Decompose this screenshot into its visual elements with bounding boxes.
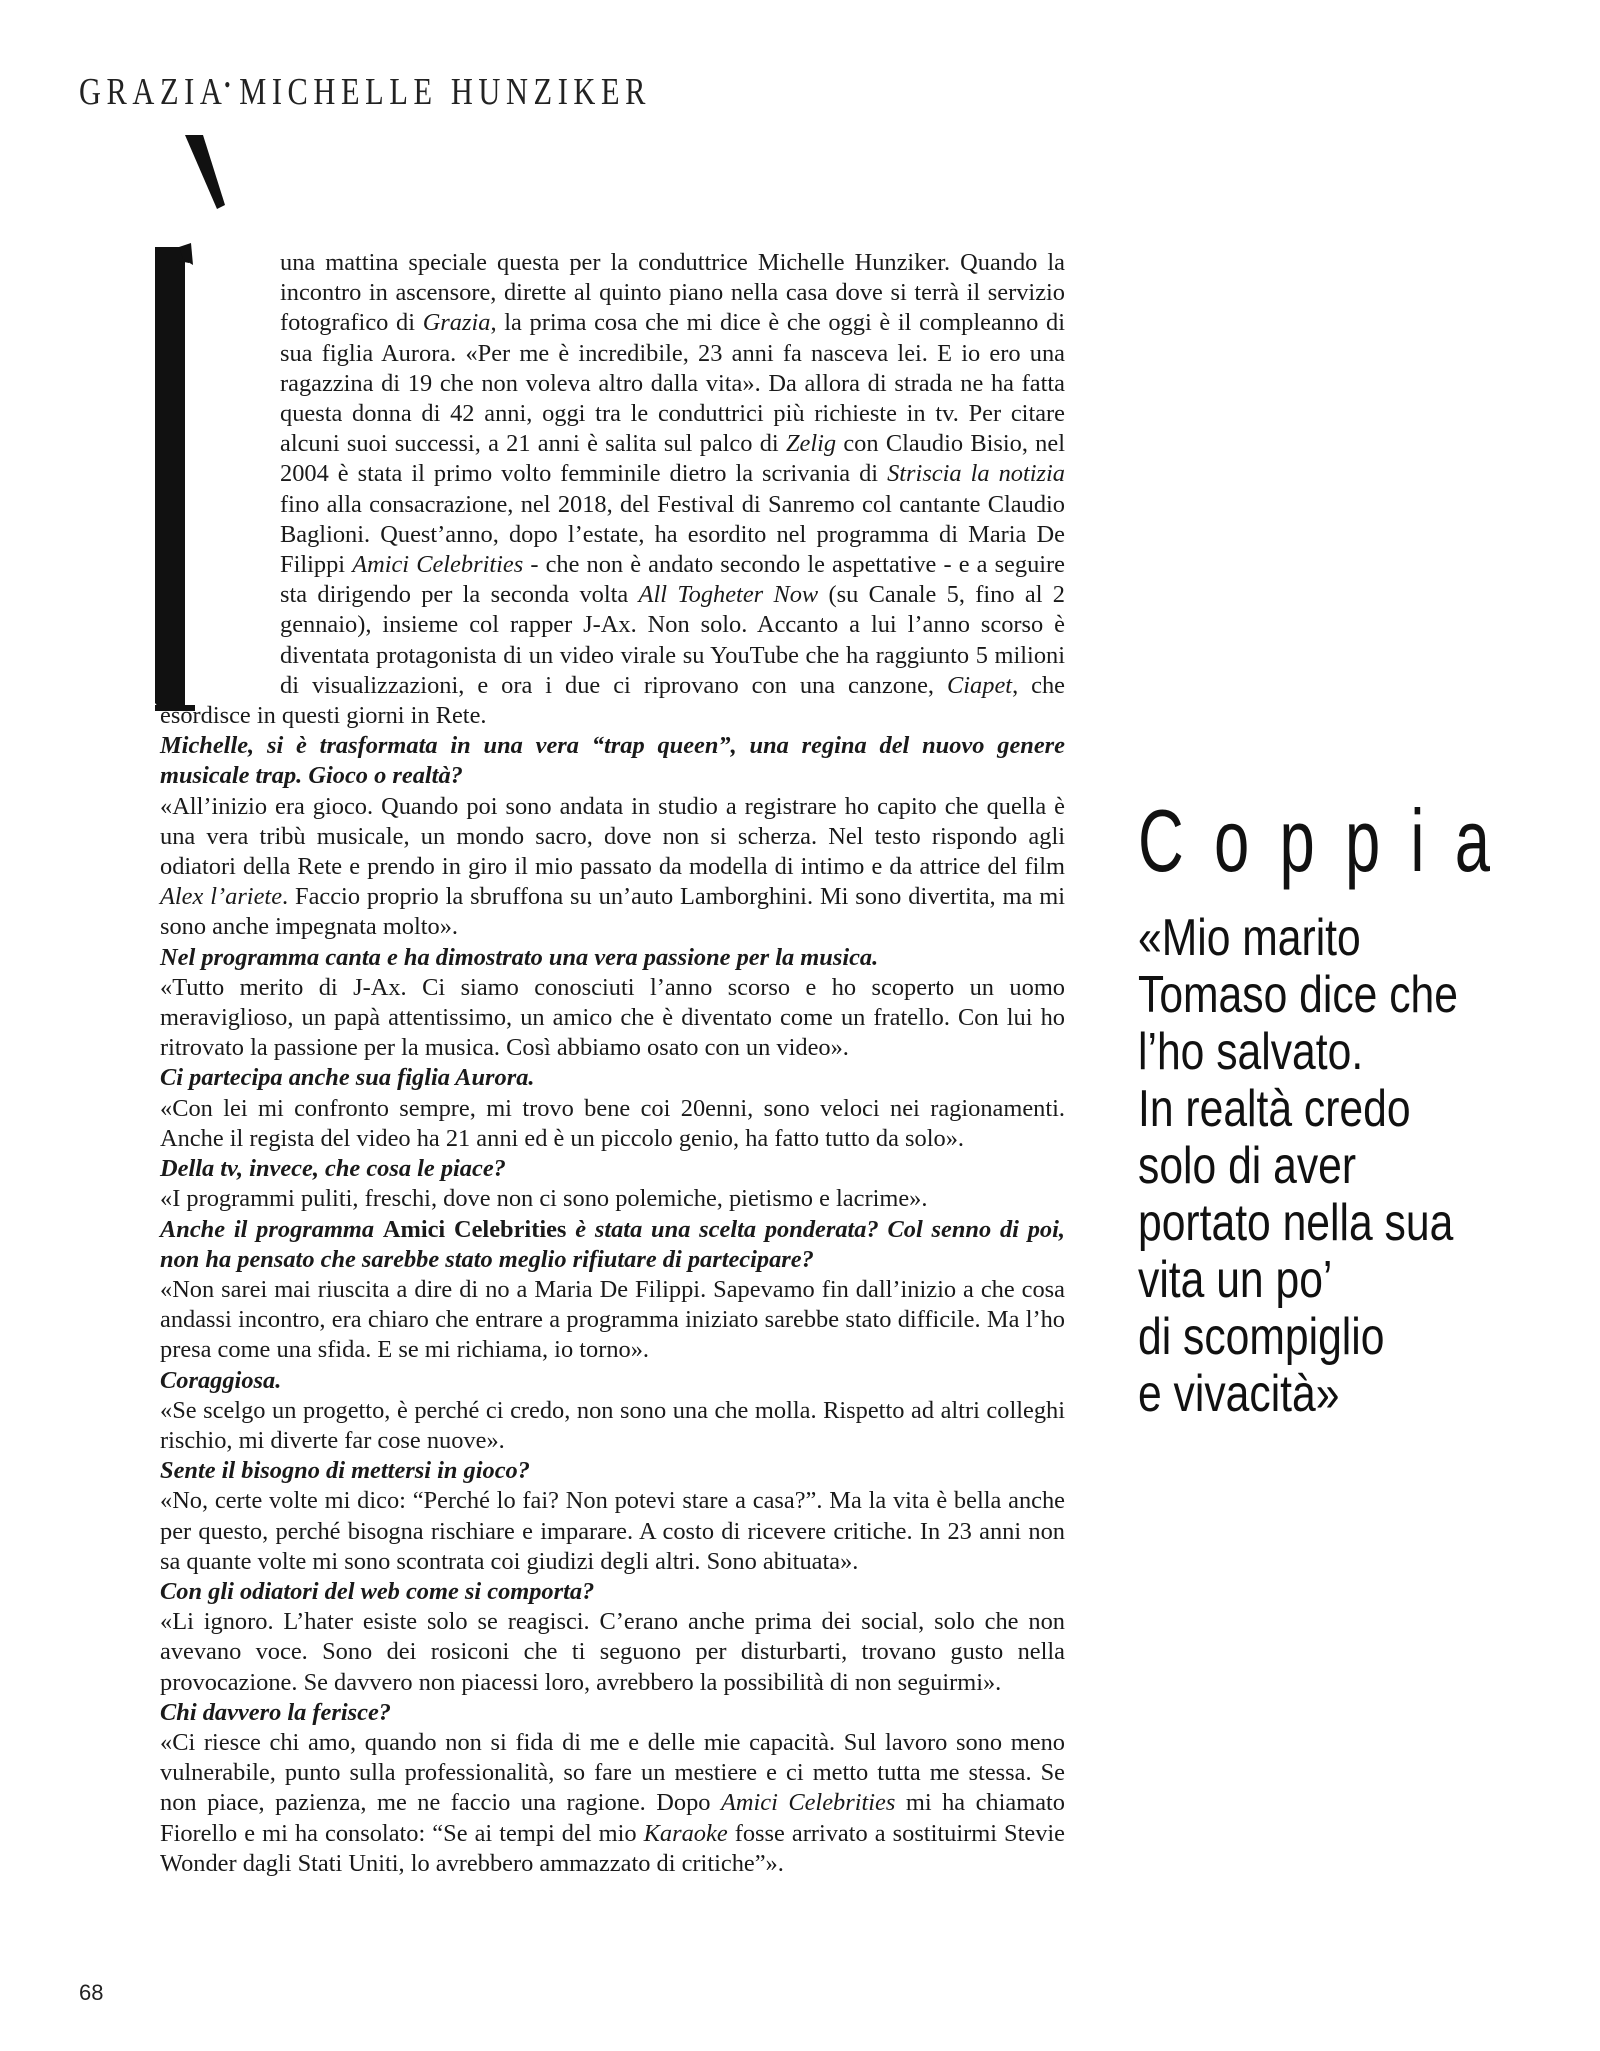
pull-quote-line: In realtà credo (1138, 1080, 1411, 1138)
interview-question-7: Sente il bisogno di mettersi in gioco? (160, 1457, 530, 1485)
intro-em-striscia: Striscia la notizia (887, 460, 1065, 488)
article-body (160, 248, 1065, 1879)
pull-quote-line: di scompiglio (1138, 1308, 1385, 1366)
running-header (79, 70, 651, 114)
interview-question-5 (160, 1215, 1065, 1275)
sidebar-title: Coppia (1138, 791, 1521, 890)
interview-answer-3: «Con lei mi confronto sempre, mi trovo bene coi 20enni, sono veloci nei ragionamenti. Anche il regista del video ha 21 anni ed è un piccolo genio, ha fatto tutto da solo». (160, 1094, 1065, 1152)
question-5-text-2: è stata una scelta ponderata? Col senno di poi, non ha pensato che sarebbe stato meglio rifiutare di partecipare? (160, 1215, 1065, 1273)
interview-answer-5: «Non sarei mai riuscita a dire di no a Maria De Filippi. Sapevamo fin dall’inizio a che cosa andassi incontro, era chiaro che entrare a programma iniziato sarebbe stato difficile. Ma l’ho presa come una sfida. E se mi richiama, io torno». (160, 1275, 1065, 1364)
intro-text-5: - che non è andato secondo le aspettative - e a seguire sta dirigendo per la seconda volta (280, 551, 1065, 609)
interview-answer-8: «Li ignoro. L’hater esiste solo se reagisci. C’erano anche prima dei social, solo che non avevano voce. Sono dei rosiconi che ti seguono per disturbarti, trovano gusto nella provocazione. Se davvero non piacessi loro, avrebbero la possibilità di non seguirmi». (160, 1608, 1065, 1696)
answer-9-em-amici: Amici Celebrities (720, 1789, 896, 1817)
intro-em-ciapet: Ciapet (947, 671, 1013, 699)
interview-answer-4: «I programmi puliti, freschi, dove non ci sono polemiche, pietismo e lacrime». (160, 1185, 928, 1213)
answer-9-em-karaoke: Karaoke (643, 1819, 728, 1847)
answer-1-em: Alex l’ariete (160, 883, 283, 911)
answer-9-text-3: fosse arrivato a sostituirmi Stevie Wonder dagli Stati Uniti, lo avrebbero ammazzato di critiche”». (160, 1819, 1065, 1877)
interview-answer-2: «Tutto merito di J-Ax. Ci siamo conosciuti l’anno scorso e ho scoperto un uomo meraviglioso, un papà attentissimo, un amico che è diventato come un fratello. Con lui ho ritrovato la passione per la musica. Così abbiamo osato con un video». (160, 973, 1065, 1062)
pull-quote-line: e vivacità» (1138, 1365, 1340, 1423)
interview-question-1: Michelle, si è trasformata in una vera “trap queen”, una regina del nuovo genere musicale trap. Gioco o realtà? (160, 732, 1065, 790)
pull-quote-line: portato nella sua (1138, 1194, 1454, 1252)
pull-quote-line: «Mio marito (1138, 909, 1361, 967)
intro-text-4: fino alla consacrazione, nel 2018, del Festival di Sanremo col cantante Claudio Baglioni. Quest’anno, dopo l’estate, ha esordito nel programma di Maria De Filippi (280, 490, 1065, 579)
header-bullet: • (224, 72, 236, 97)
pull-quote-line: solo di aver (1138, 1137, 1357, 1195)
intro-text-7: , che esordisce in questi giorni in Rete. (160, 671, 1065, 730)
interview-question-6: Coraggiosa. (160, 1366, 282, 1394)
intro-paragraph (160, 248, 1065, 731)
drop-cap-accent (185, 135, 225, 209)
interview-answer-9 (160, 1728, 1065, 1879)
intro-em-zelig: Zelig (785, 430, 837, 458)
interview-answer-7: «No, certe volte mi dico: “Perché lo fai? Non potevi stare a casa?”. Ma la vita è bella anche per questo, perché bisogna rischiare e imparare. A costo di ricevere critiche. In 23 anni non sa quante volte mi sono scontrata coi giudizi degli altri. Sono abituata». (160, 1487, 1065, 1575)
magazine-brand: GRAZIA (79, 71, 228, 113)
pull-quote-line: vita un po’ (1138, 1251, 1333, 1309)
pull-quote-line: l’ho salvato. (1138, 1023, 1364, 1081)
interview-question-3: Ci partecipa anche sua figlia Aurora. (160, 1064, 535, 1092)
answer-9-text-2: mi ha chiamato Fiorello e mi ha consolato: “Se ai tempi del mio (160, 1789, 1065, 1847)
pull-quote-line: Tomaso dice che (1138, 966, 1458, 1024)
answer-1-text-1: «All’inizio era gioco. Quando poi sono andata in studio a registrare ho capito che quella è una vera tribù musicale, un mondo sacro, dove non si scherza. Nel testo rispondo agli odiatori della Rete e prendo in giro il mio passato da modella di intimo e da attrice del film (160, 792, 1065, 881)
interview-answer-1 (160, 792, 1065, 943)
intro-em-amici: Amici Celebrities (352, 551, 524, 579)
answer-1-text-2: . Faccio proprio la sbruffona su un’auto Lamborghini. Mi sono divertita, ma mi sono anche impegnata molto». (160, 883, 1065, 941)
interview-answer-6: «Se scelgo un progetto, è perché ci credo, non sono una che molla. Rispetto ad altri colleghi rischio, mi diverte far cose nuove». (160, 1396, 1065, 1454)
intro-text-3: con Claudio Bisio, nel 2004 è stata il primo volto femminile dietro la scrivania di (280, 430, 1065, 488)
interview-question-4: Della tv, invece, che cosa le piace? (160, 1155, 506, 1183)
intro-text-2: , la prima cosa che mi dice è che oggi è il compleanno di sua figlia Aurora. «Per me è incredibile, 23 anni fa nasceva lei. E io ero una ragazzina di 19 che non voleva altro dalla vita». Da allora di strada ne ha fatta questa donna di 42 anni, oggi tra le conduttrici più richieste in tv. Per citare alcuni suoi successi, a 21 anni è salita sul palco di (280, 309, 1065, 458)
intro-em-grazia: Grazia (422, 309, 491, 337)
intro-text-6: (su Canale 5, fino al 2 gennaio), insieme col rapper J-Ax. Non solo. Accanto a lui l’anno scorso è diventata protagonista di un video virale su YouTube che ha raggiunto 5 milioni di visualizzazioni, e ora i due ci riprovano con una canzone, (280, 581, 1066, 699)
intro-text-1: una mattina speciale questa per la conduttrice Michelle Hunziker. Quando la incontro in ascensore, dirette al quinto piano nella casa dove si terrà il servizio fotografico di (280, 249, 1065, 337)
question-5-upright: Amici Celebrities (382, 1215, 567, 1243)
sidebar-pull-quote (1138, 910, 1482, 1423)
question-5-text-1: Anche il programma (160, 1215, 383, 1243)
page-number: 68 (79, 1980, 104, 2005)
interview-question-2: Nel programma canta e ha dimostrato una vera passione per la musica. (160, 943, 879, 971)
drop-cap-spacer (160, 248, 280, 700)
answer-9-text-1: «Ci riesce chi amo, quando non si fida di me e delle mie capacità. Sul lavoro sono meno vulnerabile, punto sulla professionalità, so fare un mestiere e ci metto tutta me stessa. Se non piace, pazienza, me ne faccio una ragione. Dopo (160, 1728, 1065, 1817)
interview-question-9: Chi davvero la ferisce? (160, 1698, 391, 1726)
intro-em-all-togheter: All Togheter Now (638, 581, 819, 609)
interview-question-8: Con gli odiatori del web come si comporta? (160, 1577, 595, 1605)
header-subject: MICHELLE HUNZIKER (239, 71, 652, 113)
